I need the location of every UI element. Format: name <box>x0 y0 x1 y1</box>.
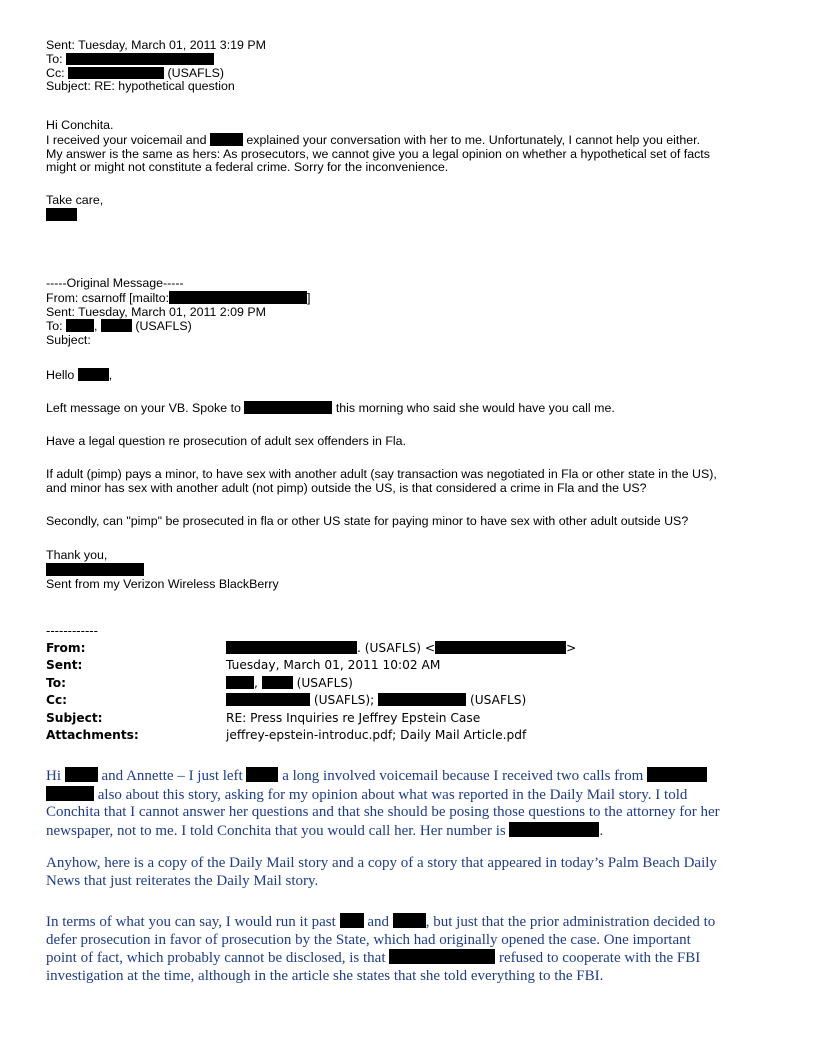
body-text: and minor has sex with another adult (not pimp) outside the US, is that considered a crime in Fla and the US? <box>46 480 647 495</box>
redaction <box>246 767 278 782</box>
redaction <box>435 641 566 654</box>
body-text: defer prosecution in favor of prosecution by the State, which had originally opened the case. One important <box>46 931 691 948</box>
from-label: From: <box>46 641 86 655</box>
body-text: newspaper, not to me. I told Conchita that you would call her. Her number is <box>46 822 506 839</box>
cc-suffix: (USAFLS); <box>313 693 375 708</box>
to-label: To: <box>46 675 66 690</box>
greeting: Hi Conchita. <box>46 118 114 132</box>
cc-label: Cc: <box>46 65 65 80</box>
body-text: Have a legal question re prosecution of adult sex offenders in Fla. <box>46 434 407 448</box>
body-text: Conchita that I cannot answer her questions and that she should be posing those questions to the attorney for her <box>46 804 720 820</box>
header-row-subject <box>46 710 576 727</box>
reply-body <box>46 119 710 175</box>
cc-suffix: (USAFLS) <box>167 65 224 80</box>
redaction <box>378 693 466 706</box>
body-text: also about this story, asking for my opinion about what was reported in the Daily Mail story. I told <box>97 786 688 803</box>
redaction <box>101 319 132 332</box>
from-end: > <box>566 641 577 655</box>
redaction <box>393 913 426 928</box>
redaction <box>65 767 98 782</box>
separator-dashes: ------------ <box>46 624 98 638</box>
from-suffix: ] <box>307 290 311 305</box>
redaction <box>78 368 109 381</box>
body-text: In terms of what you can say, I would run it past <box>46 914 336 930</box>
body-text: Left message on your VB. Spoke to <box>46 401 241 415</box>
from-mid: . (USAFLS) < <box>357 641 436 655</box>
body-text: and <box>367 914 389 930</box>
signoff-block <box>46 194 103 223</box>
body-text: If adult (pimp) pays a minor, to have sex with another adult (say transaction was negotiated in Fla or other state in the US), <box>46 467 717 481</box>
body-text: I received your voicemail and <box>46 132 207 147</box>
sent-line: Sent: Tuesday, March 01, 2011 2:09 PM <box>46 304 266 319</box>
hello-text: Hello <box>46 368 75 382</box>
body-text: Hi <box>46 768 61 784</box>
body-text: News that just reiterates the Daily Mail story. <box>46 872 319 889</box>
header-row-attachments <box>46 727 576 744</box>
body-text: investigation at the time, although in the article she states that she told everything to the FBI. <box>46 967 604 984</box>
body-text: explained your conversation with her to me. Unfortunately, I cannot help you either. <box>246 132 701 147</box>
sent-from: Sent from my Verizon Wireless BlackBerry <box>46 576 279 591</box>
sent-label: Sent: <box>46 658 83 673</box>
sent-value: Tuesday, March 01, 2011 10:02 AM <box>226 658 441 673</box>
original-header: -----Original Message----- From: csarnoff [mailto: ] Sent: Tuesday, March 01, 2011 2:09 PM To: , (USAFLS) Subject: <box>46 276 311 348</box>
message-paragraph <box>46 855 717 890</box>
subject-label: Subject: <box>46 333 91 348</box>
attachments-value: jeffrey-epstein-introduc.pdf; Daily Mail Article.pdf <box>226 728 527 743</box>
original-divider: -----Original Message----- <box>46 276 184 290</box>
subject-line: Subject: RE: hypothetical question <box>46 79 235 94</box>
header-row-to: To: , (USAFLS) <box>46 675 576 692</box>
hello-line: Hello , <box>46 368 113 382</box>
body-text: refused to cooperate with the FBI <box>499 950 701 966</box>
from-prefix: From: csarnoff [mailto: <box>46 290 170 305</box>
redaction <box>210 133 243 146</box>
header-row-from <box>46 640 576 657</box>
header-row-cc <box>46 692 576 709</box>
cc-suffix: (USAFLS) <box>470 693 527 708</box>
reply-header <box>46 39 266 94</box>
paragraph <box>46 468 717 496</box>
redaction <box>226 676 254 689</box>
redaction <box>226 641 357 654</box>
body-text: . <box>599 822 604 839</box>
message-paragraph <box>46 913 715 985</box>
redaction <box>68 67 164 79</box>
body-text: point of fact, which probably cannot be disclosed, is that <box>46 950 386 966</box>
body-text: might or might not constitute a federal crime. Sorry for the inconvenience. <box>46 160 449 175</box>
redaction <box>66 319 94 332</box>
subject-value: RE: Press Inquiries re Jeffrey Epstein Case <box>226 710 481 725</box>
redaction <box>389 949 495 964</box>
body-text: a long involved voicemail because I received two calls from <box>282 768 644 784</box>
paragraph <box>46 515 688 529</box>
email-header-table <box>46 640 576 744</box>
closing-block <box>46 549 279 591</box>
body-text: Secondly, can "pimp" be prosecuted in fla or other US state for paying minor to have sex with other adult outside US? <box>46 514 689 528</box>
body-text: Anyhow, here is a copy of the Daily Mail story and a copy of a story that appeared in today’s Palm Beach Daily <box>46 855 717 871</box>
to-suffix: (USAFLS) <box>296 675 353 690</box>
thanks: Thank you, <box>46 548 108 562</box>
redaction <box>340 913 364 928</box>
signature-redaction <box>46 208 77 221</box>
redaction <box>262 676 293 689</box>
redaction <box>244 401 332 414</box>
sent-line: Sent: Tuesday, March 01, 2011 3:19 PM <box>46 38 266 52</box>
redaction <box>66 53 214 65</box>
subject-label: Subject: <box>46 710 103 725</box>
redaction <box>226 693 310 706</box>
signature-redaction <box>46 563 144 576</box>
attachments-label: Attachments: <box>46 728 139 743</box>
cc-label: Cc: <box>46 693 68 708</box>
redaction <box>46 786 94 801</box>
redaction <box>509 822 599 837</box>
to-label: To: <box>46 319 63 334</box>
body-text: My answer is the same as hers: As prosecutors, we cannot give you a legal opinion on whether a hypothetical set of facts <box>46 146 710 161</box>
paragraph <box>46 401 615 416</box>
body-text: , but just that the prior administration decided to <box>425 914 716 930</box>
body-text: this morning who said she would have you call me. <box>335 401 615 415</box>
to-label: To: <box>46 51 63 66</box>
redaction <box>169 291 307 304</box>
body-text: and Annette – I just left <box>101 768 243 784</box>
header-row-sent <box>46 657 576 674</box>
redaction <box>647 767 707 782</box>
message-paragraph <box>46 767 720 840</box>
paragraph <box>46 435 406 449</box>
to-suffix: (USAFLS) <box>135 319 192 334</box>
signoff: Take care, <box>46 193 104 207</box>
